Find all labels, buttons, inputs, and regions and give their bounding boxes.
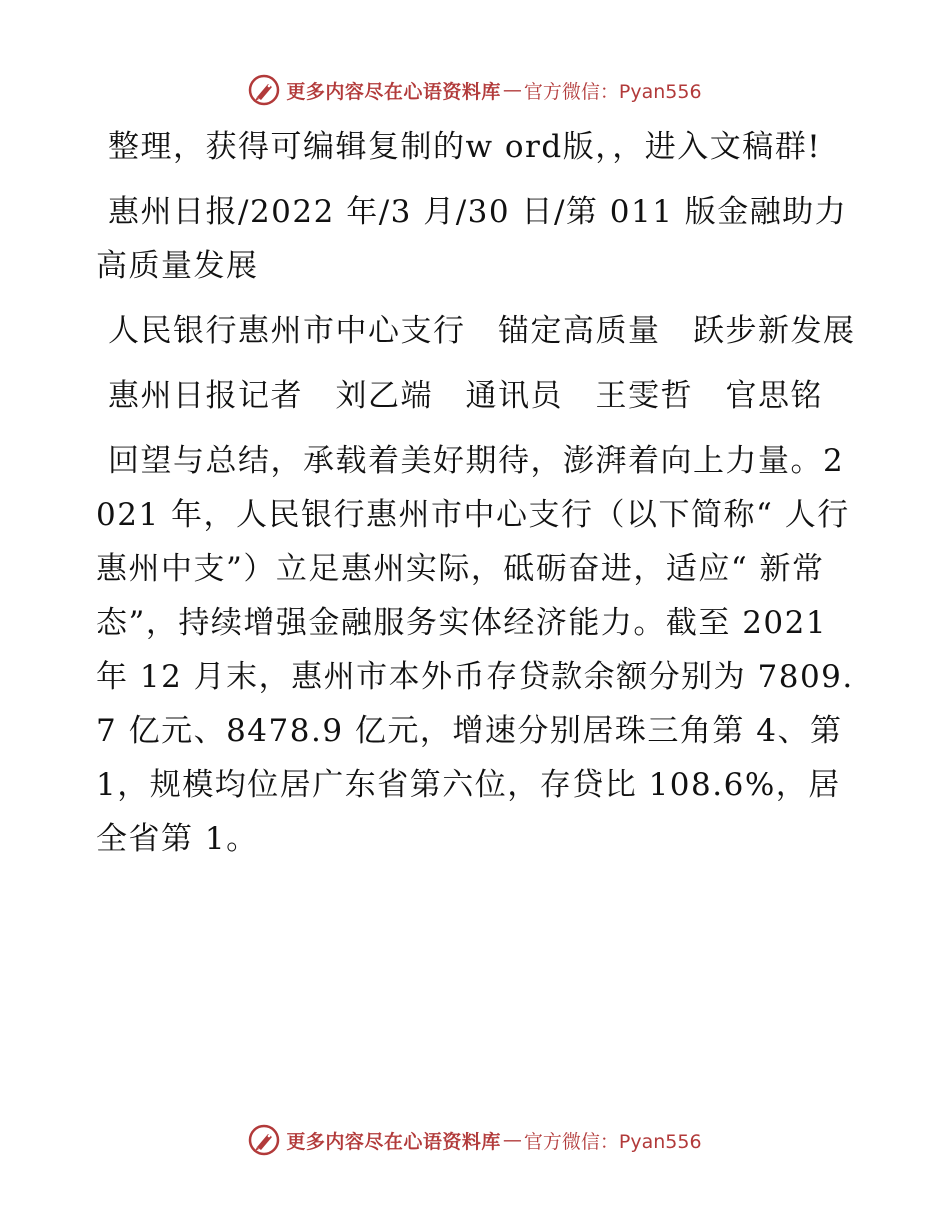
document-body (96, 120, 856, 877)
banner-title: 更多内容尽在心语资料库 (286, 80, 501, 103)
banner-wechat-id: 官方微信：Pyan556 (523, 80, 702, 103)
banner-title: 更多内容尽在心语资料库 (286, 1130, 501, 1153)
banner-wechat-id: 官方微信：Pyan556 (523, 1130, 702, 1153)
paragraph-source-line: 惠州日报/2022 年/3 月/30 日/第 011 版金融助力高质量发展 (96, 194, 848, 284)
pen-nib-logo-icon (248, 74, 280, 106)
pen-nib-logo-icon (248, 1124, 280, 1156)
banner-separator: — (502, 79, 522, 101)
banner-separator: — (502, 1129, 522, 1151)
paragraph-byline: 惠州日报记者 刘乙端 通讯员 王雯哲 官思铭 (108, 378, 823, 414)
header-watermark-banner (0, 70, 950, 110)
paragraph-notice: 整理，获得可编辑复制的w ord版，，进入文稿群! (108, 129, 822, 165)
paragraph-headline: 人民银行惠州市中心支行 锚定高质量 跃步新发展 (108, 313, 856, 349)
paragraph-body: 回望与总结，承载着美好期待，澎湃着向上力量。2021 年，人民银行惠州市中心支行（以下简称“ 人行惠州中支”）立足惠州实际，砥砺奋进，适应“ 新常态”，持续增强金融服务实体经济能力。截至 2021 年 12 月末，惠州市本外币存贷款余额分别为 7809.7 亿元、8478.9 亿元，增速分别居珠三角第 4、第 1，规模均位居广东省第六位，存贷比 108.6%，居全省第 1。 (96, 443, 854, 857)
footer-watermark-banner (0, 1120, 950, 1160)
